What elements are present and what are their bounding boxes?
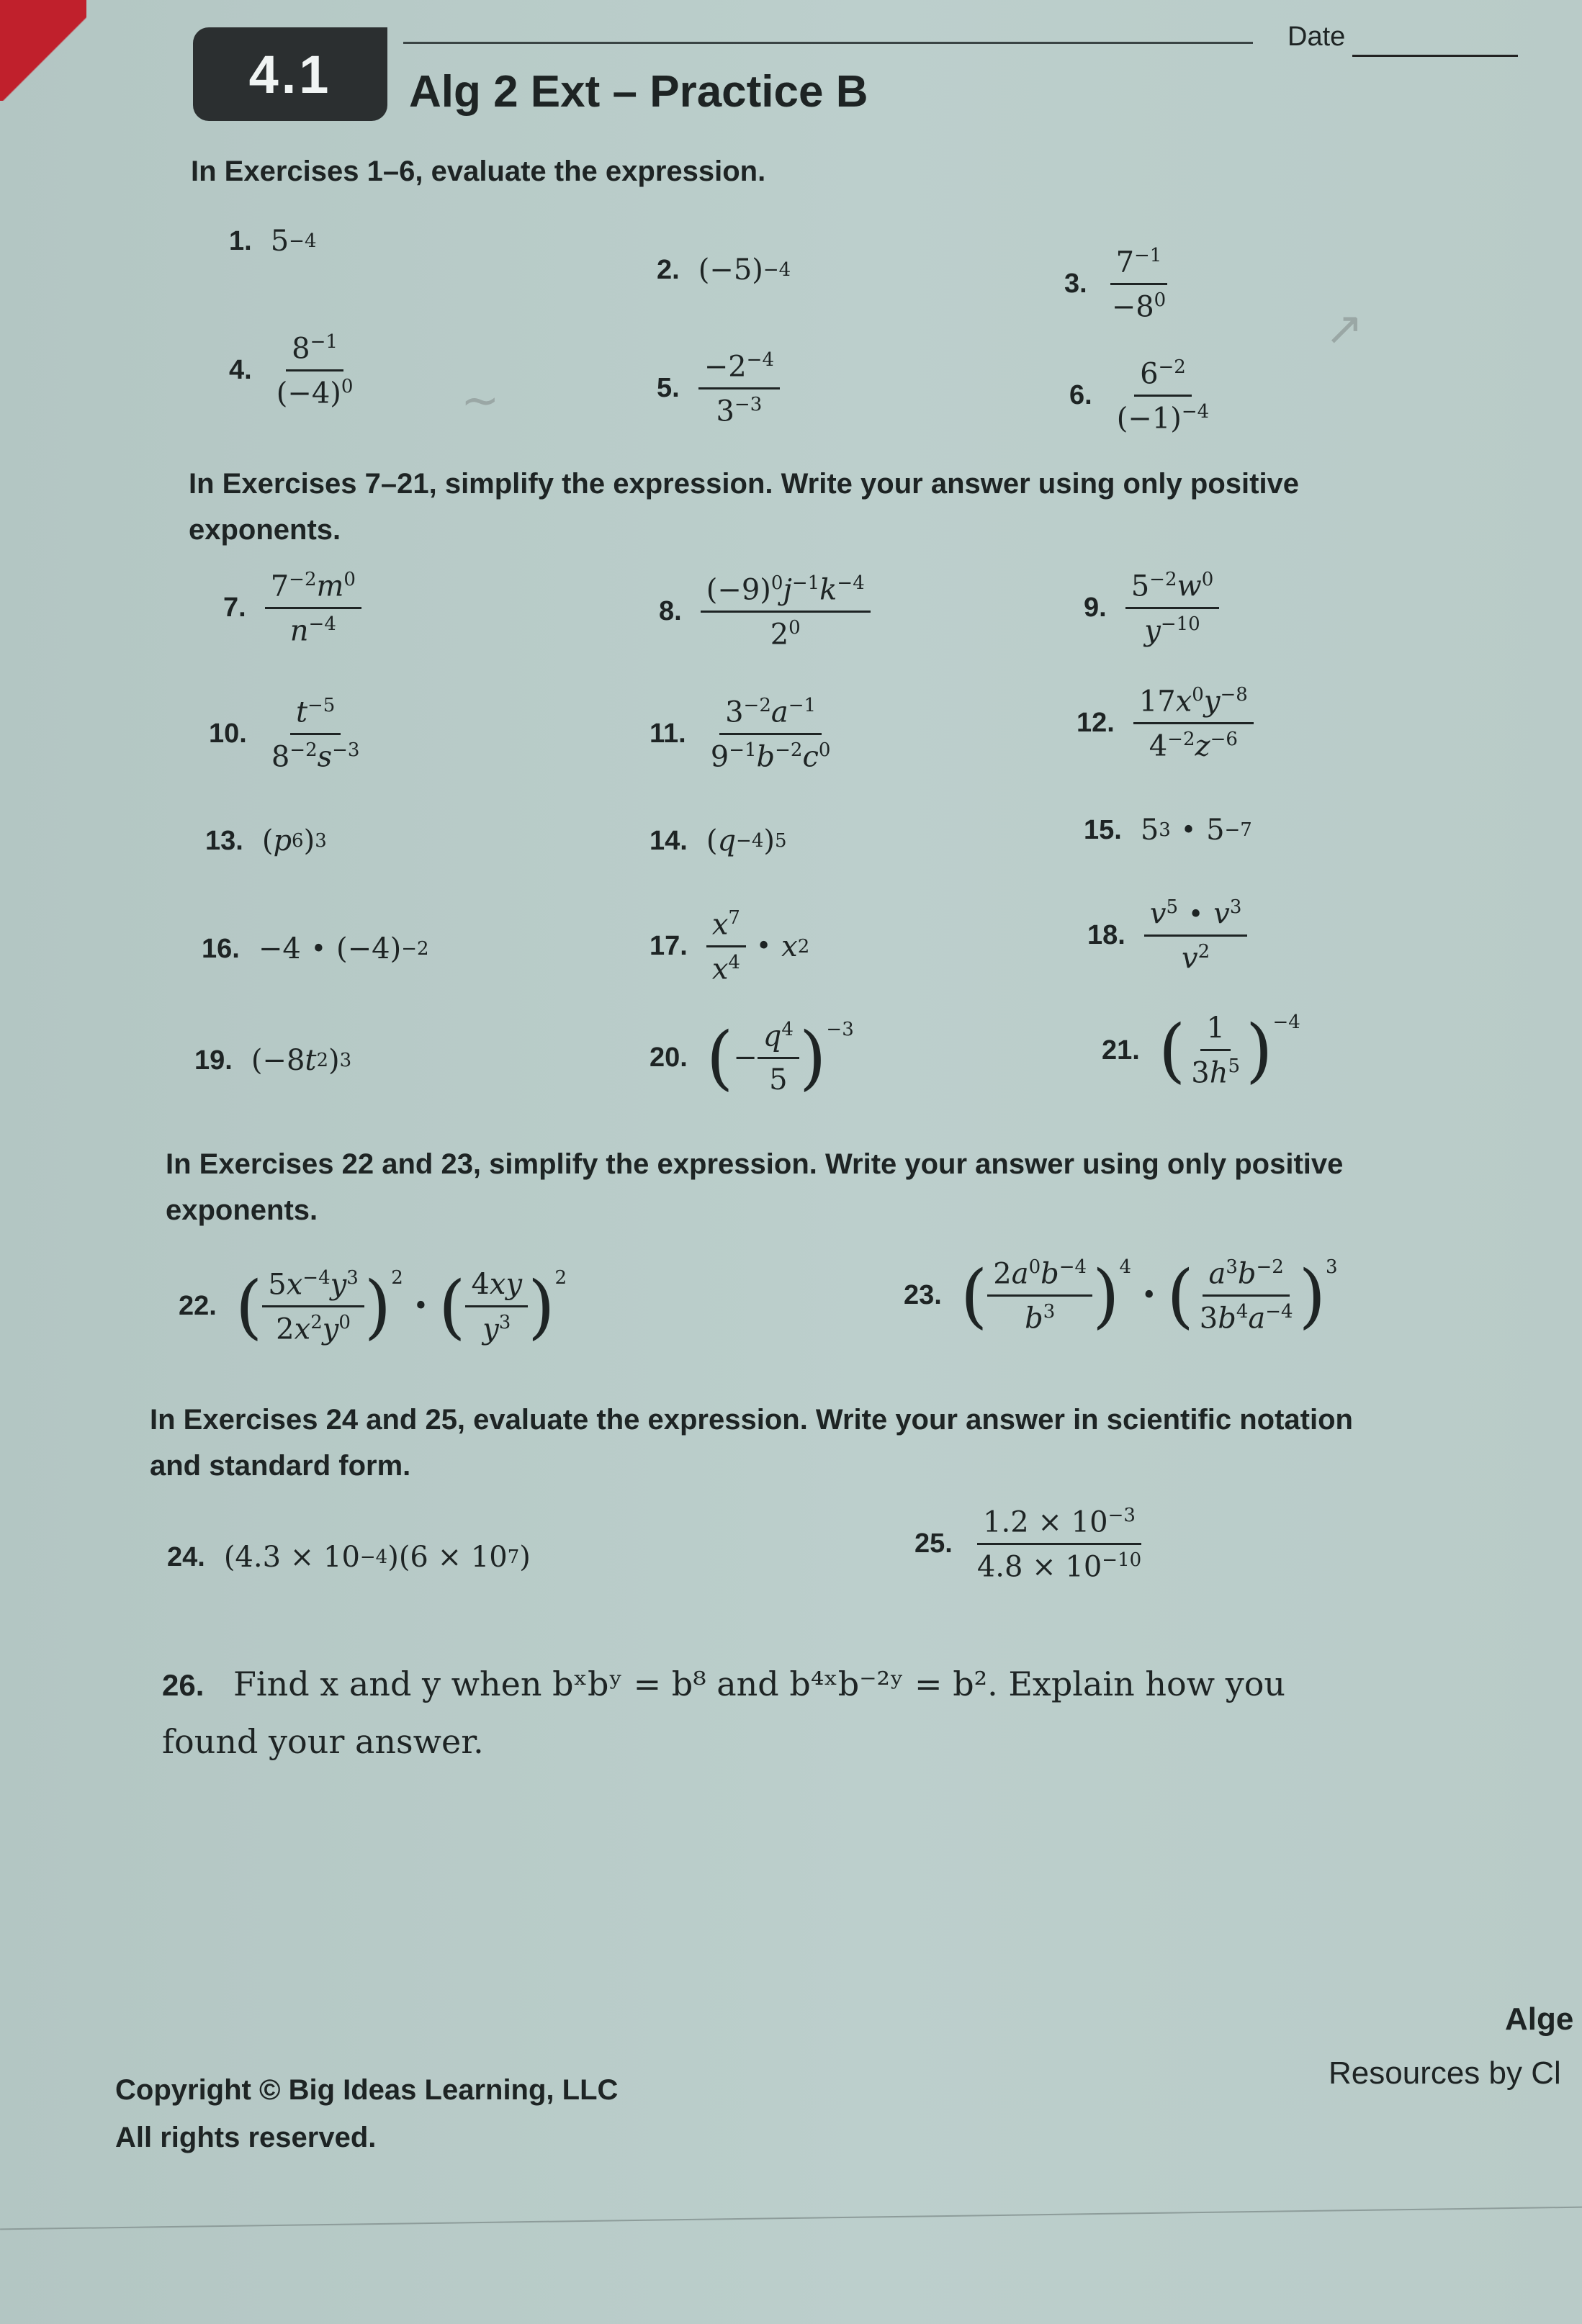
exercise-22: 22. ( $\frac{5x^{-4}y^3}{2x^2y^0}$ ) $^2$ • ( $\frac{4xy}{y^3}$ ) $^2$ <box>179 1266 567 1347</box>
lesson-badge: 4.1 <box>193 27 387 121</box>
exercise-17: 17. $\frac{x^7}{x^4}$ • x 2 <box>650 907 810 986</box>
exercise-7: 7. $\frac{7^{-2}m^0}{n^{-4}}$ <box>223 569 361 648</box>
instructions-22-23: In Exercises 22 and 23, simplify the expression. Write your answer using only positive exponents. <box>166 1148 1344 1226</box>
copyright-notice: Copyright © Big Ideas Learning, LLC All rights reserved. <box>115 2074 619 2153</box>
header-rule <box>403 42 1253 44</box>
book-title-fragment: Alge <box>1505 2001 1574 2037</box>
resources-fragment: Resources by Cl <box>1329 2055 1561 2091</box>
exercise-13: 13. ( p 6 ) 3 <box>205 824 327 857</box>
exercise-1: 1. 5 −4 <box>229 225 317 258</box>
exercise-10: 10. $\frac{t^{-5}}{8^{-2}s^{-3}}$ <box>209 695 360 774</box>
instructions-24-25: In Exercises 24 and 25, evaluate the expression. Write your answer in scientific notation and standard form. <box>150 1404 1353 1482</box>
page-edge <box>0 2207 1582 2230</box>
exercise-8: 8. $\frac{(-9)^0j^{-1}k^{-4}}{2^0}$ <box>659 572 871 652</box>
worksheet-title: Alg 2 Ext – Practice B <box>409 67 868 117</box>
date-blank <box>1352 55 1518 57</box>
exercise-20: 20. ( − $\frac{q^4}{5}$ ) $^{-3}$ <box>650 1017 854 1099</box>
exercise-19: 19. (−8 t 2 ) 3 <box>194 1044 352 1077</box>
red-folder-corner <box>0 0 86 101</box>
pencil-scribble: ~ <box>461 374 500 428</box>
exercise-5: 5. $\frac{-2^{-4}}{3^{-3}}$ <box>657 349 780 428</box>
exercise-11: 11. $\frac{3^{-2}a^{-1}}{9^{-1}b^{-2}c^0}$ <box>650 695 831 774</box>
exercise-16: 16. −4 • (−4) −2 <box>202 932 429 965</box>
exercise-4: 4. $\frac{8^{-1}}{(-4)^0}$ <box>229 331 354 410</box>
exercise-15: 15. 5 3 • 5 −7 <box>1084 814 1252 847</box>
exercise-14: 14. ( q −4 ) 5 <box>650 824 787 857</box>
date-label: Date <box>1287 22 1346 52</box>
exercise-2: 2. (−5) −4 <box>657 253 791 287</box>
exercise-26-text: Find x and y when bˣbʸ = b⁸ and b⁴ˣb⁻²ʸ = b². Explain how you found your answer. <box>162 1665 1286 1761</box>
pencil-scribble: ↗ <box>1325 302 1364 356</box>
exercise-24: 24. (4.3 × 10 −4 )(6 × 10 7 ) <box>167 1541 531 1574</box>
exercise-3: 3. $\frac{7^{-1}}{-8^0}$ <box>1064 245 1172 324</box>
instructions-1-6: In Exercises 1–6, evaluate the expression. <box>191 156 766 187</box>
exercise-9: 9. $\frac{5^{-2}w^0}{y^{-10}}$ <box>1084 569 1219 648</box>
exercise-26: 26. Find x and y when bˣbʸ = b⁸ and b⁴ˣb⁻²ʸ = b². Explain how you found your answer. <box>162 1665 1286 1761</box>
exercise-18: 18. $\frac{v^5 • v^3}{v^2}$ <box>1087 896 1247 976</box>
instructions-7-21: In Exercises 7–21, simplify the expression. Write your answer using only positive exponents. <box>189 468 1300 546</box>
exercise-21: 21. ( $\frac{1}{3h^5}$ ) $^{-4}$ <box>1102 1010 1300 1091</box>
exercise-23: 23. ( $\frac{2a^0b^{-4}}{b^3}$ ) $^4$ • ( $\frac{a^3b^{-2}}{3b^4a^{-4}}$ ) $^3$ <box>904 1255 1338 1336</box>
exercise-25: 25. $\frac{1.2 \times 10^{-3}}{4.8 \times 10^{-10}}$ <box>914 1505 1142 1584</box>
exercise-6: 6. $\frac{6^{-2}}{(-1)^{-4}}$ <box>1069 356 1210 436</box>
exercise-12: 12. $\frac{17x^0y^{-8}}{4^{-2}z^{-6}}$ <box>1077 684 1254 763</box>
